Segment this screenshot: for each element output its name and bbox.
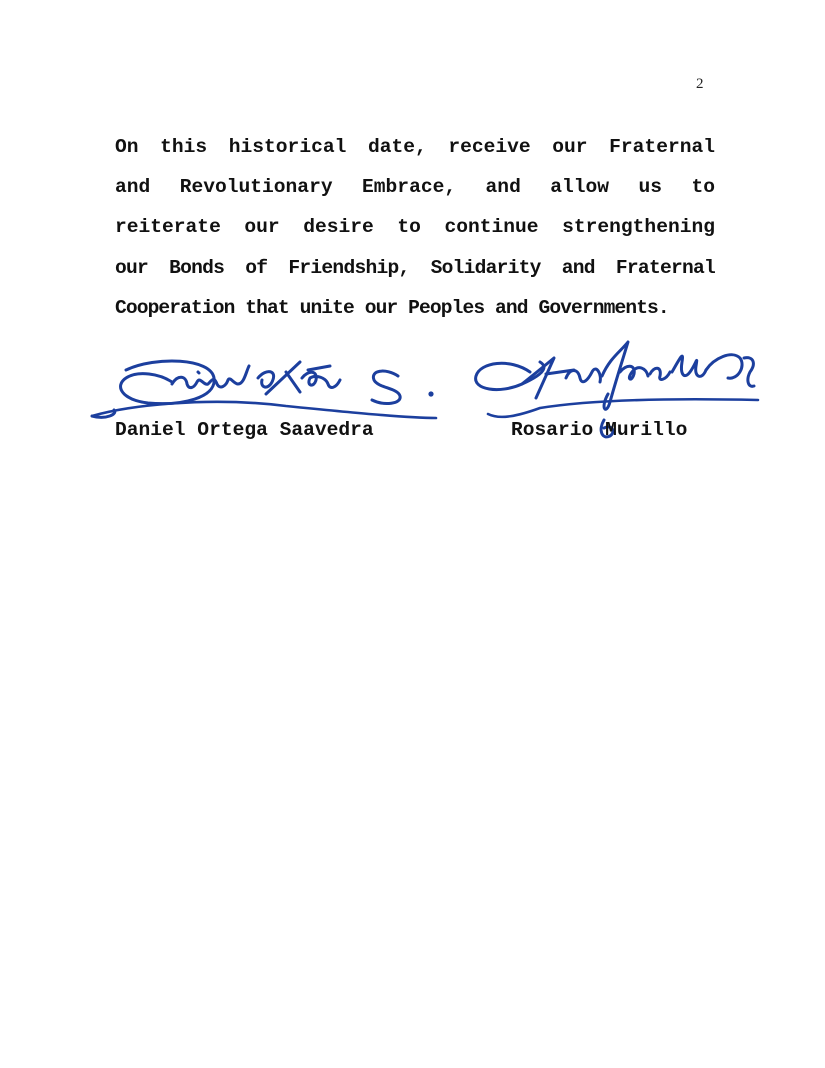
- page-number: 2: [696, 76, 704, 92]
- paragraph-line-1: On this historical date, receive our Fraternal: [115, 136, 715, 158]
- signer-name-murillo: Rosario Murillo: [511, 419, 688, 441]
- paragraph-line-3: reiterate our desire to continue strengthening: [115, 216, 715, 239]
- letter-closing-paragraph: [115, 127, 715, 328]
- paragraph-line-5: Cooperation that unite our Peoples and Governments.: [115, 296, 669, 319]
- signer-name-ortega: Daniel Ortega Saavedra: [115, 419, 374, 441]
- paragraph-line-4: our Bonds of Friendship, Solidarity and Fraternal: [115, 256, 715, 279]
- signature-ortega: [86, 348, 446, 426]
- paragraph-line-2: and Revolutionary Embrace, and allow us to: [115, 176, 715, 199]
